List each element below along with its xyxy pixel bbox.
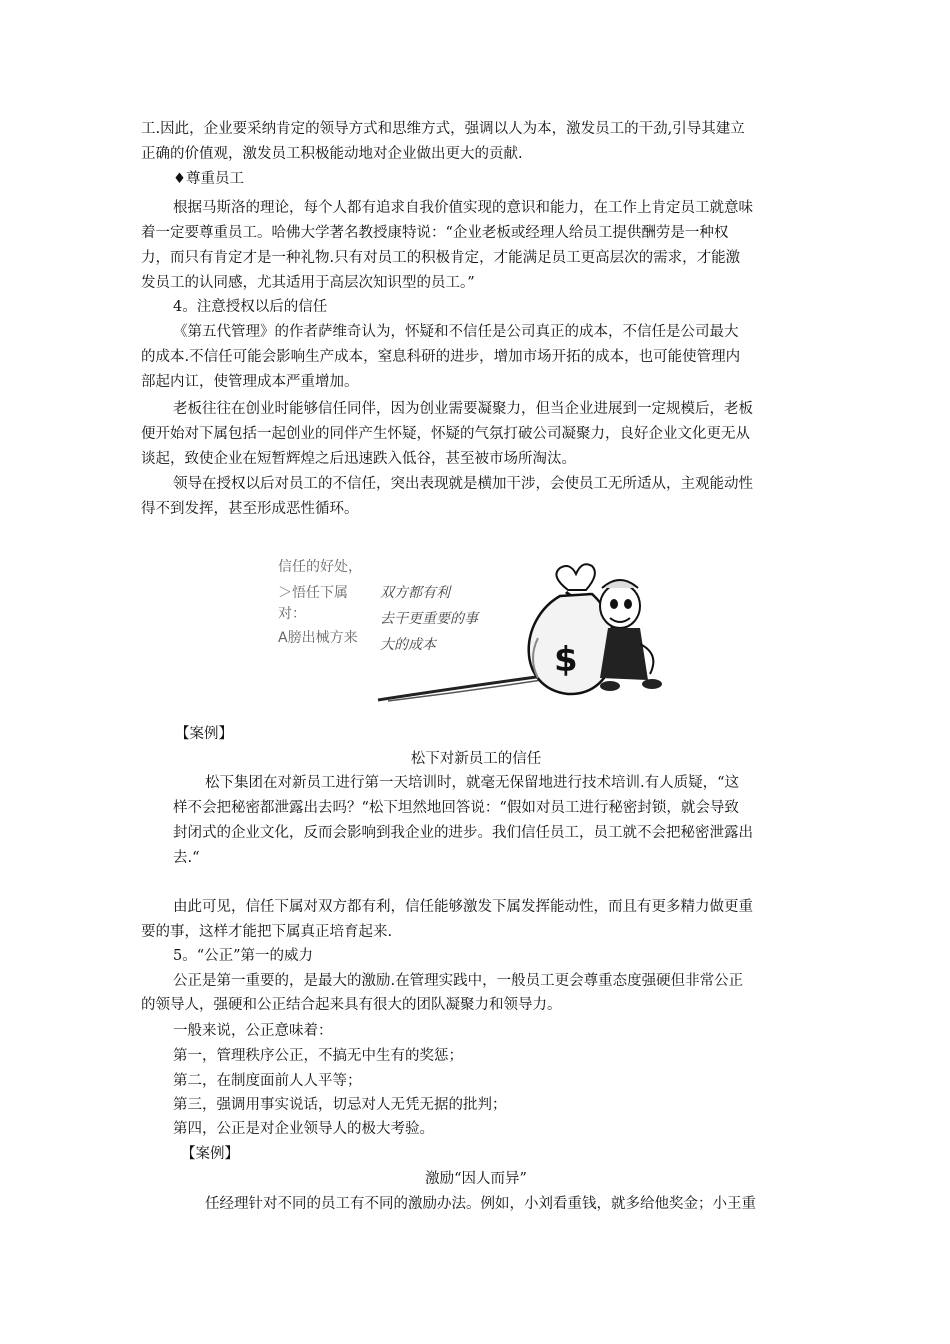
section-heading: 5。“公正”第一的威力 [173,948,314,964]
text-line: 的成本.不信任可能会影响生产成本，窒息科研的进步，增加市场开拓的成本，也可能使管理内 [141,349,741,365]
text-line: 要的事，这样才能把下属真正培育起来. [141,924,393,940]
case-title: 激励“因人而异” [425,1171,527,1187]
text-line: 公正是第一重要的，是最大的激励.在管理实践中，一般员工更会尊重态度强硬但非常公正 [173,973,744,989]
figure-caption: ＞悟任下属 [278,585,348,601]
text-line: 封闭式的企业文化，反而会影响到我企业的进步。我们信任员工，员工就不会把秘密泄露出 [173,825,753,841]
text-line: 由此可见，信任下属对双方都有利，信任能够激发下属发挥能动性，而且有更多精力做更重 [173,899,753,915]
list-item: 第一，管理秩序公正，不搞无中生有的奖惩； [173,1048,463,1064]
text-line: 着一定要尊重员工。哈佛大学著名教授康特说：“企业老板或经理人给员工提供酬劳是一种权 [141,225,729,241]
case-label: 【案例】 [181,1146,239,1162]
text-line: 去.“ [173,850,200,866]
text-line: 老板往往在创业时能够信任同伴，因为创业需要凝聚力，但当企业进展到一定规模后，老板 [173,401,753,417]
text-line: 正确的价值观，激发员工积极能动地对企业做出更大的贡献. [141,146,523,162]
text-line: 便开始对下属包括一起创业的同伴产生怀疑，怀疑的气氛打破公司凝聚力，良好企业文化更无从 [141,426,750,442]
figure-caption: 信任的好处， [278,559,362,575]
text-line: 松下集团在对新员工进行第一天培训时，就毫无保留地进行技术培训.有人质疑，“这 [205,775,740,791]
text-line: 得不到发挥，甚至形成恶性循环。 [141,501,359,517]
text-line: 力，而只有肯定才是一种礼物.只有对员工的积极肯定，才能满足员工更高层次的需求，才能激 [141,250,741,266]
text-line: 的领导人，强硬和公正结合起来具有很大的团队凝聚力和领导力。 [141,997,562,1013]
text-line: 发员工的认同感，尤其适用于高层次知识型的员工。” [141,275,475,291]
text-line: 样不会把秘密都泄露出去吗？“松下坦然地回答说：“假如对员工进行秘密封锁，就会导致 [173,800,739,816]
text-line: 根据马斯洛的理论，每个人都有追求自我价值实现的意识和能力，在工作上肯定员工就意味 [173,200,753,216]
money-bag-cartoon-icon [268,548,688,708]
handwritten-note: 双方都有利 [380,585,450,601]
dollar-sign-icon: $ [554,640,578,680]
text-line: 谈起，致使企业在短暂辉煌之后迅速跌入低谷，甚至被市场所淘汰。 [141,451,576,467]
figure-caption: 对： [278,606,306,622]
case-title: 松下对新员工的信任 [410,751,542,767]
handwritten-note: 大的成本 [380,637,436,653]
section-heading: ♦尊重员工 [173,171,244,187]
handwritten-note: 去干更重要的事 [380,611,478,627]
text-line: 领导在授权以后对员工的不信任，突出表现就是横加干涉，会使员工无所适从，主观能动性 [173,476,753,492]
case-label: 【案例】 [175,726,233,742]
trust-benefits-illustration [268,548,688,708]
text-line: 一般来说，公正意味着： [173,1023,333,1039]
text-line: 部起内讧，使管理成本严重增加。 [141,374,359,390]
list-item: 第三，强调用事实说话，切忌对人无凭无据的批判； [173,1097,507,1113]
text-line: 工.因此，企业要采纳肯定的领导方式和思维方式，强调以人为本，激发员工的干劲,引导其建立 [141,121,745,137]
section-heading: 4。注意授权以后的信任 [173,299,328,315]
list-item: 第四，公正是对企业领导人的极大考验。 [173,1121,434,1137]
text-line: 任经理针对不同的员工有不同的激励办法。例如，小刘看重钱，就多给他奖金；小王重 [205,1196,756,1212]
list-item: 第二，在制度面前人人平等； [173,1073,362,1089]
figure-caption: A膀出械方来 [278,630,358,646]
text-line: 《第五代管理》的作者萨维奇认为，怀疑和不信任是公司真正的成本，不信任是公司最大 [173,324,739,340]
